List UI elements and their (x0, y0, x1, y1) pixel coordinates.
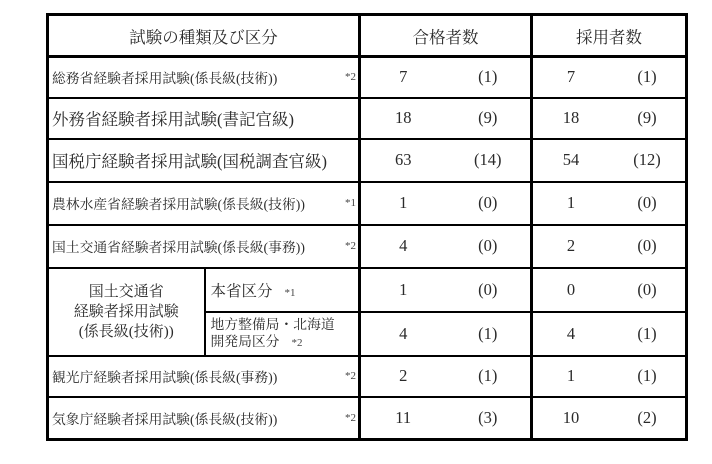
pass-count-paren: (0) (478, 279, 498, 299)
pass-count-paren: (1) (478, 67, 498, 87)
pass-count-paren: (3) (478, 407, 498, 427)
hire-count-value: 0 (566, 279, 576, 299)
table-row (48, 397, 687, 440)
hire-count-paren: (1) (637, 366, 657, 385)
footnote-marker: *2 (345, 71, 356, 84)
header-pass-count: 合格者数 (360, 15, 532, 57)
hire-count-paren: (0) (637, 279, 657, 299)
footnote-marker: *1 (345, 197, 356, 209)
hire-count-paren: (0) (637, 236, 657, 255)
pass-count-cell (360, 57, 532, 98)
table-row (48, 57, 687, 98)
hire-count-cell (532, 225, 687, 268)
exam-group-label-line: (係長級(技術)) (78, 323, 174, 340)
pass-count-value: 18 (395, 108, 412, 127)
exam-label: 国土交通省経験者採用試験(係長級(事務)) (52, 240, 305, 255)
hire-count-cell (532, 268, 687, 312)
pass-count-value: 2 (399, 366, 408, 385)
pass-count-cell (360, 98, 532, 139)
exam-label-cell (48, 356, 360, 397)
exam-label-cell (48, 57, 360, 98)
hire-count-cell (532, 139, 687, 182)
exam-label: 農林水産省経験者採用試験(係長級(技術)) (52, 197, 305, 212)
pass-count-cell (360, 397, 532, 440)
exam-group-label-line: 国土交通省 (88, 283, 164, 300)
pass-count-cell (360, 312, 532, 356)
pass-count-cell (360, 268, 532, 312)
hire-count-cell (532, 356, 687, 397)
hire-count-value: 54 (562, 150, 580, 169)
table-row (48, 356, 687, 397)
pass-count-value: 63 (395, 150, 412, 169)
pass-count-value: 1 (399, 193, 408, 212)
exam-group-label-cell (48, 268, 205, 356)
footnote-marker: *2 (345, 411, 356, 424)
exam-label: 国税庁経験者採用試験(国税調査官級) (52, 152, 327, 171)
pass-count-cell (360, 356, 532, 397)
header-hire-count: 採用者数 (532, 15, 687, 57)
table-row (48, 182, 687, 225)
exam-label-cell (48, 98, 360, 139)
header-exam-type: 試験の種類及び区分 (48, 15, 360, 57)
hire-count-cell (532, 57, 687, 98)
hire-count-paren: (2) (637, 407, 657, 427)
hire-count-cell (532, 312, 687, 356)
hire-count-value: 1 (566, 366, 576, 385)
exam-group-label-line: 経験者採用試験 (73, 303, 179, 320)
exam-sub-label-line: 開発局区分 (210, 333, 280, 349)
exam-label-cell (48, 225, 360, 268)
hire-count-paren: (1) (637, 67, 657, 87)
hire-count-value: 1 (566, 193, 576, 212)
pass-count-cell (360, 182, 532, 225)
hire-count-value: 18 (562, 108, 580, 127)
hire-count-paren: (1) (637, 323, 657, 343)
exam-label-cell (48, 397, 360, 440)
pass-count-value: 11 (395, 407, 412, 427)
exam-label: 気象庁経験者採用試験(係長級(技術)) (52, 411, 278, 427)
hire-count-cell (532, 182, 687, 225)
pass-count-paren: (0) (478, 193, 498, 212)
pass-count-paren: (0) (478, 236, 498, 255)
pass-count-value: 7 (399, 67, 408, 87)
pass-count-value: 4 (399, 323, 408, 343)
pass-count-paren: (9) (478, 108, 498, 127)
exam-sub-label-line: 地方整備局・北海道 (210, 316, 335, 332)
hire-count-value: 4 (566, 323, 576, 343)
hire-count-cell (532, 397, 687, 440)
pass-count-paren: (14) (474, 150, 502, 169)
exam-sub-label-cell (205, 312, 360, 356)
table-header-row (48, 15, 687, 57)
exam-label-cell (48, 182, 360, 225)
hire-count-paren: (0) (637, 193, 657, 212)
pass-count-value: 4 (399, 236, 408, 255)
pass-count-cell (360, 139, 532, 182)
pass-count-value: 1 (399, 279, 408, 299)
pass-count-paren: (1) (478, 366, 498, 385)
hire-count-paren: (12) (633, 150, 661, 169)
table-row (48, 139, 687, 182)
exam-label: 総務省経験者採用試験(係長級(技術)) (52, 71, 278, 87)
table-row (48, 98, 687, 139)
exam-label: 観光庁経験者採用試験(係長級(事務)) (52, 370, 278, 385)
exam-label-cell (48, 139, 360, 182)
footnote-marker: *1 (284, 286, 296, 299)
pass-count-cell (360, 225, 532, 268)
exam-label: 外務省経験者採用試験(書記官級) (52, 110, 294, 129)
table-row (48, 225, 687, 268)
exam-sub-label: 本省区分 (210, 282, 273, 300)
footnote-marker: *2 (291, 336, 303, 349)
table-row (48, 268, 687, 312)
hire-count-cell (532, 98, 687, 139)
footnote-marker: *2 (345, 370, 356, 382)
footnote-marker: *2 (345, 240, 356, 252)
pass-count-paren: (1) (478, 323, 498, 343)
hire-count-value: 7 (566, 67, 576, 87)
hire-count-value: 2 (566, 236, 576, 255)
exam-sub-label-cell (205, 268, 360, 312)
hire-count-value: 10 (562, 407, 580, 427)
exam-results-table (46, 13, 688, 441)
hire-count-paren: (9) (637, 108, 657, 127)
